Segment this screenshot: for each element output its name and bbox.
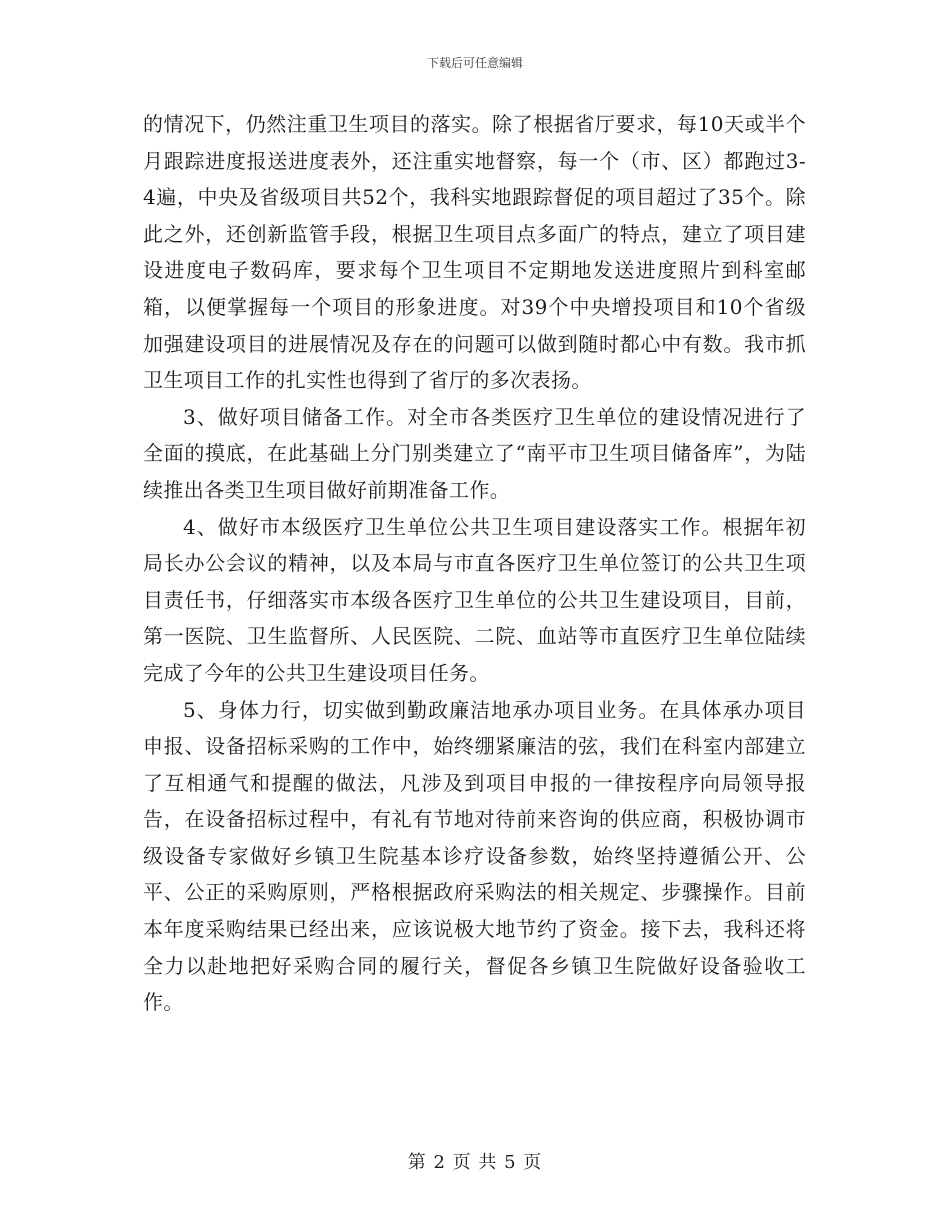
paragraph-item-5: 5、身体力行，切实做到勤政廉洁地承办项目业务。在具体承办项目申报、设备招标采购的工作中，始终绷紧廉洁的弦，我们在科室内部建立了互相通气和提醒的做法，凡涉及到项目申报的一律按程序向局领导报告，在设备招标过程中，有礼有节地对待前来咨询的供应商，积极协调市级设备专家做好乡镇卫生院基本诊疗设备参数，始终坚持遵循公开、公平、公正的采购原则，严格根据政府采购法的相关规定、步骤操作。目前本年度采购结果已经出来，应该说极大地节约了资金。接下去，我科还将全力以赴地把好采购合同的履行关，督促各乡镇卫生院做好设备验收工作。 xyxy=(143,697,806,1015)
page-number-footer: 第 2 页 共 5 页 xyxy=(407,1152,543,1173)
paragraph-item-3: 3、做好项目储备工作。对全市各类医疗卫生单位的建设情况进行了全面的摸底，在此基础上分门别类建立了“南平市卫生项目储备库”，为陆续推出各类卫生项目做好前期准备工作。 xyxy=(143,404,806,502)
paragraph-continued: 的情况下，仍然注重卫生项目的落实。除了根据省厅要求，每10天或半个月跟踪进度报送进度表外，还注重实地督察，每一个（市、区）都跑过3-4遍，中央及省级项目共52个，我科实地跟踪督促的项目超过了35个。除此之外，还创新监管手段，根据卫生项目点多面广的特点，建立了项目建设进度电子数码库，要求每个卫生项目不定期地发送进度照片到科室邮箱，以便掌握每一个项目的形象进度。对39个中央增投项目和10个省级加强建设项目的进展情况及存在的问题可以做到随时都心中有数。我市抓卫生项目工作的扎实性也得到了省厅的多次表扬。 xyxy=(143,112,806,393)
paragraph-item-4: 4、做好市本级医疗卫生单位公共卫生项目建设落实工作。根据年初局长办公会议的精神，以及本局与市直各医疗卫生单位签订的公共卫生项目责任书，仔细落实市本级各医疗卫生单位的公共卫生建设项目，目前，第一医院、卫生监督所、人民医院、二院、血站等市直医疗卫生单位陆续完成了今年的公共卫生建设项目任务。 xyxy=(143,514,806,685)
header-note: 下载后可任意编辑 xyxy=(426,56,523,70)
body-text xyxy=(143,106,806,1021)
